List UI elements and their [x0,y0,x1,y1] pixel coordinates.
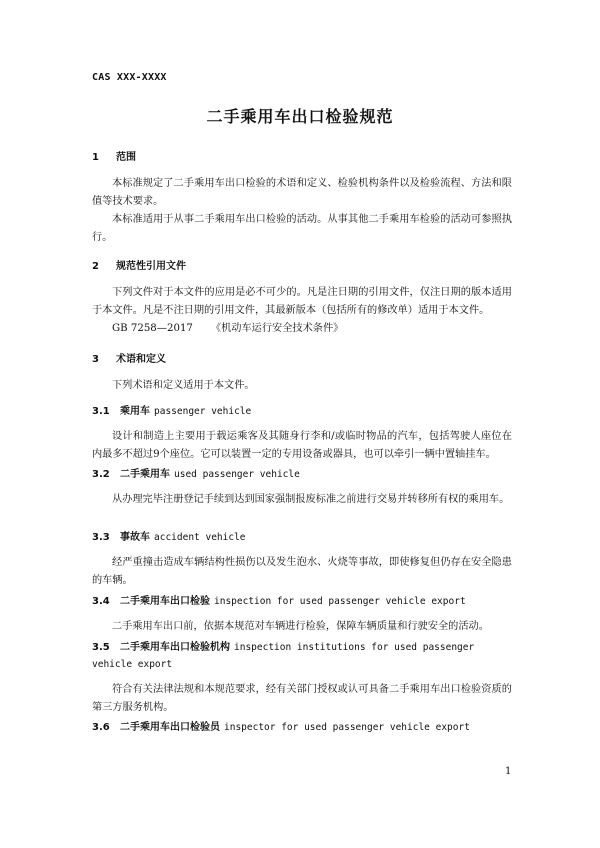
section-3-heading [92,350,166,365]
term-number: 3.6 [92,722,110,733]
term-zh: 二手乘用车出口检验员 [120,722,220,733]
reference-code: GB 7258—2017 [112,323,193,334]
term-zh: 二手乘用车出口检验机构 [120,642,230,653]
section-3-intro: 下列术语和定义适用于本文件。 [112,380,255,391]
reference-title: 《机动车运行安全技术条件》 [210,323,344,334]
term-3-6-heading [92,719,512,736]
section-1-paragraph-1: 本标准规定了二手乘用车出口检验的术语和定义、检验机构条件以及检验流程、方法和限值等技术要求。 [92,178,512,207]
term-zh: 事故车 [120,532,150,543]
document-title: 二手乘用车出口检验规范 [206,107,394,126]
page-number: 1 [505,766,512,777]
term-3-4-heading [92,593,512,610]
section-title: 范围 [116,152,136,163]
term-3-1-definition: 设计和制造上主要用于载运乘客及其随身行李和/或临时物品的汽车，包括驾驶人座位在内最多不超过9个座位。它可以装置一定的专用设备或器具，也可以牵引一辆中置轴挂车。 [92,431,512,460]
term-number: 3.4 [92,596,110,607]
term-zh: 乘用车 [120,406,150,417]
term-en: passenger vehicle [154,406,252,417]
normative-reference [112,320,343,338]
term-3-3-definition: 经严重撞击造成车辆结构性损伤以及发生泡水、火烧等事故，即使修复但仍存在安全隐患的车辆。 [92,557,512,586]
term-number: 3.2 [92,469,110,480]
term-number: 3.5 [92,642,110,653]
section-1-paragraph-2: 本标准适用于从事二手乘用车出口检验的活动。从事其他二手乘用车检验的活动可参照执行。 [92,214,512,243]
section-number: 2 [92,261,99,272]
term-en: inspection institutions for used passenger vehicle export [92,642,475,670]
term-en: inspector for used passenger vehicle export [224,722,470,733]
term-3-3-heading [92,529,512,546]
section-number: 3 [92,354,99,365]
term-number: 3.1 [92,406,110,417]
term-zh: 二手乘用车出口检验 [120,596,210,607]
term-en: used passenger vehicle [174,469,300,480]
section-2-heading [92,257,186,272]
term-3-1-heading [92,403,512,420]
section-1-heading [92,148,136,163]
term-en: accident vehicle [154,532,246,543]
section-number: 1 [92,152,99,163]
term-3-2-definition: 从办理完毕注册登记手续到达到国家强制报废标准之前进行交易并转移所有权的乘用车。 [112,494,510,505]
term-number: 3.3 [92,532,110,543]
section-title: 规范性引用文件 [116,261,186,272]
section-title: 术语和定义 [116,354,166,365]
section-2-paragraph: 下列文件对于本文件的应用是必不可少的。凡是注日期的引用文件，仅注日期的版本适用于本文件。凡是不注日期的引用文件，其最新版本（包括所有的修改单）适用于本文件。 [92,287,512,316]
term-3-5-heading [92,639,512,673]
standard-code: CAS XXX-XXXX [92,72,167,83]
term-3-2-heading [92,466,512,483]
term-en: inspection for used passenger vehicle export [214,596,466,607]
term-3-4-definition: 二手乘用车出口前，依据本规范对车辆进行检验，保障车辆质量和行驶安全的活动。 [112,621,489,632]
term-3-5-definition: 符合有关法律法规和本规范要求，经有关部门授权或认可具备二手乘用车出口检验资质的第三方服务机构。 [92,684,512,713]
term-zh: 二手乘用车 [120,469,170,480]
